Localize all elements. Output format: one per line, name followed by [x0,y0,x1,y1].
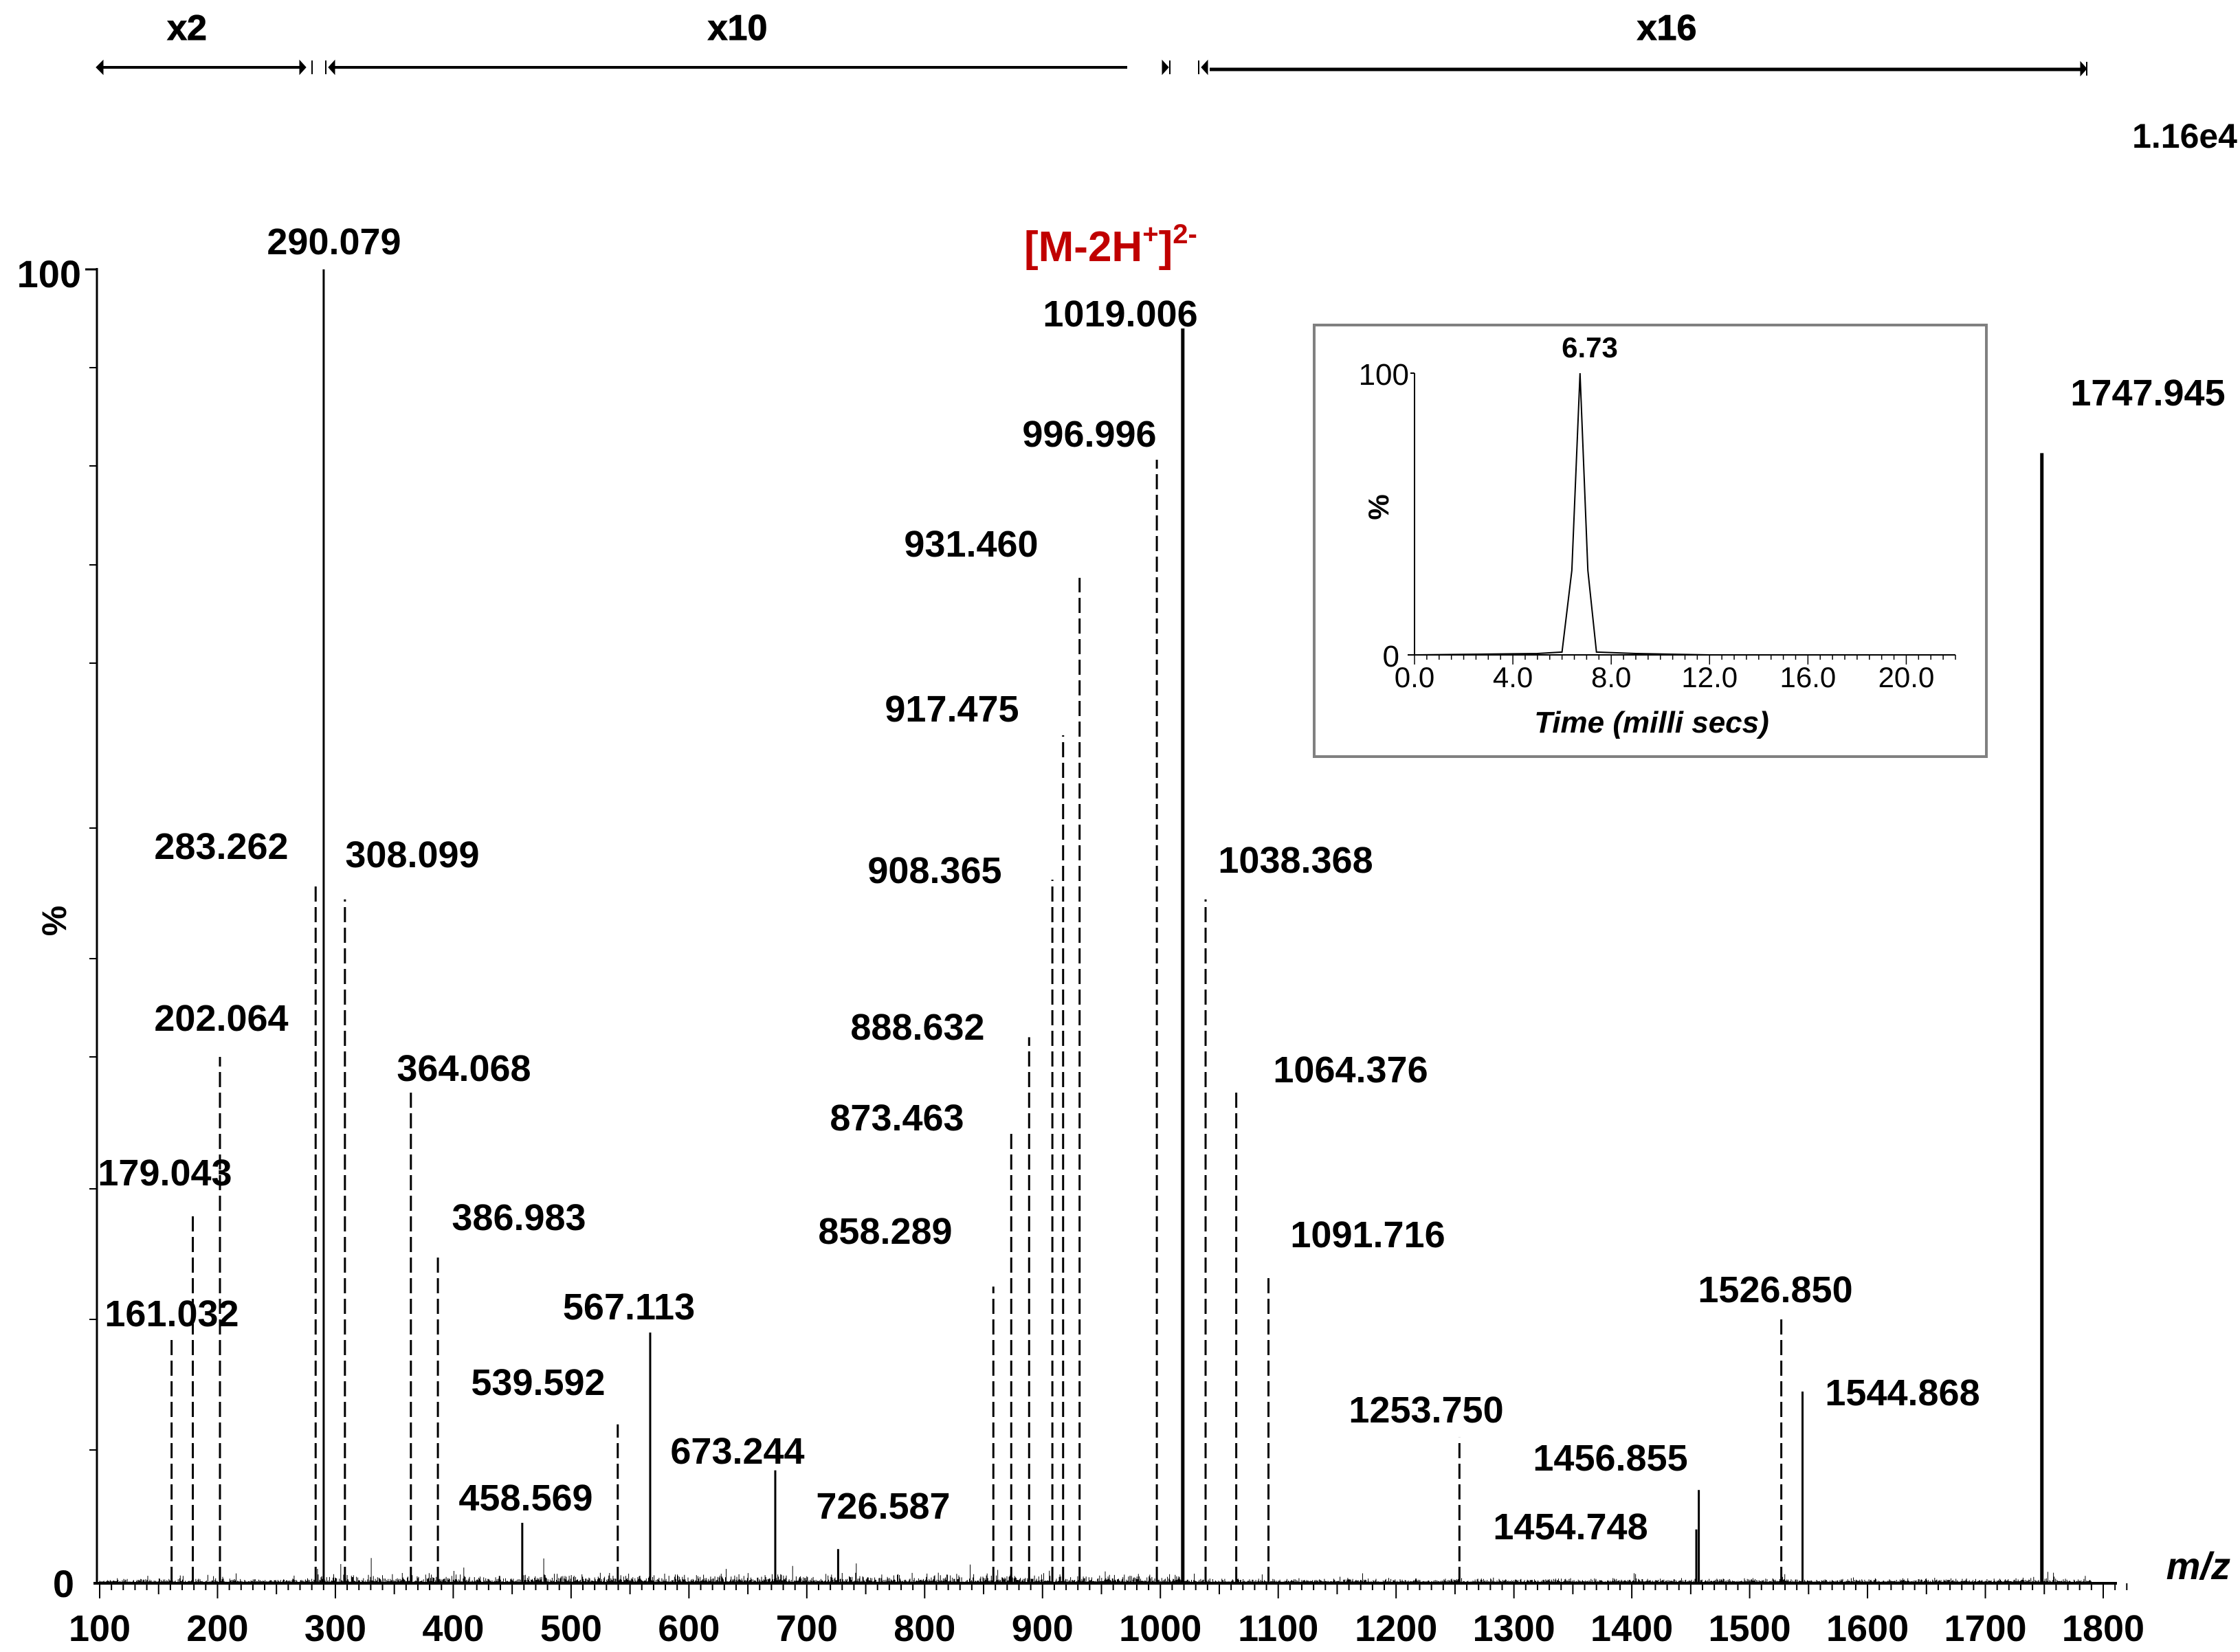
inset-arrival-time-plot [1314,325,1986,757]
x-tick-label: 1200 [1355,1608,1438,1649]
peak [1043,293,1197,1582]
peak [98,1152,232,1582]
peak-label: 1526.850 [1698,1269,1853,1310]
peak-label: 1747.945 [2070,372,2226,414]
peak-label: 1064.376 [1273,1049,1428,1091]
peak-label: 567.113 [562,1286,696,1328]
inset-y-tick-0: 0 [1382,640,1399,673]
peak-label: 908.365 [867,850,1002,891]
intensity-scale: 1.16e4 [2132,117,2237,155]
x-tick-label: 1700 [1944,1608,2027,1649]
segment-label-x16: x16 [1637,8,1697,48]
peak [1237,1049,1428,1582]
peak-label: 1038.368 [1218,840,1373,881]
peak-label: 1544.868 [1825,1372,1980,1414]
peak-label: 1454.748 [1493,1506,1648,1548]
inset-x-axis-label: Time (milli secs) [1534,706,1769,739]
x-axis [69,1544,2230,1649]
peak [1022,414,1157,1582]
segment-label-x10: x10 [707,8,768,48]
peak-label: 458.569 [458,1477,593,1519]
x-tick-label: 300 [304,1608,366,1649]
peak-label: 179.043 [98,1152,232,1194]
inset-x-tick-label: 16.0 [1779,661,1837,693]
peak [670,1431,804,1582]
peak [471,1362,617,1582]
peak-label: 1091.716 [1290,1214,1445,1255]
peak [267,221,401,1582]
peak-label: 917.475 [885,689,1019,730]
y-tick-100: 100 [16,252,81,295]
baseline-noise [100,1558,2091,1582]
peak-label: 931.460 [904,524,1039,565]
peak-label: 161.032 [104,1293,239,1335]
x-tick-label: 400 [422,1608,485,1649]
peak-label: 539.592 [471,1362,606,1403]
peak-label: 1253.750 [1349,1389,1504,1431]
y-tick-0: 0 [52,1562,74,1605]
peak [154,826,315,1582]
peak-label: 1019.006 [1043,293,1198,335]
x-tick-label: 800 [894,1608,956,1649]
x-tick-label: 700 [775,1608,838,1649]
peak-label: 283.262 [154,826,289,867]
peak-label: 290.079 [267,221,401,263]
x-tick-label: 1300 [1472,1608,1555,1649]
x-tick-label: 600 [658,1608,720,1649]
x-tick-label: 200 [186,1608,249,1649]
y-axis [17,252,97,1605]
x-ticks [69,1583,2144,1649]
x-tick-label: 900 [1011,1608,1074,1649]
x-tick-label: 100 [68,1608,131,1649]
peak-label: 673.244 [670,1431,805,1472]
x-tick-label: 1500 [1708,1608,1791,1649]
peak [2042,372,2226,1582]
peak [154,998,288,1582]
inset-x-tick-label: 8.0 [1590,661,1632,693]
y-axis-label: % [35,905,74,937]
peak-label: 364.068 [397,1048,531,1089]
magnification-bar [96,8,2087,76]
precursor-annotation: $[M-2H^+]^{2-}$ [1024,219,1197,271]
x-tick-label: 1100 [1238,1608,1319,1649]
x-tick-label: 1000 [1119,1608,1202,1649]
x-tick-label: 1600 [1826,1608,1909,1649]
inset-peak-label: 6.73 [1562,331,1618,364]
peak-label: 726.587 [816,1486,951,1527]
peak-label: 996.996 [1022,414,1157,455]
peak-label: 308.099 [345,834,480,875]
peak [1206,840,1373,1582]
inset-x-tick-label: 20.0 [1878,661,1935,693]
peak [1803,1372,1980,1582]
inset-x-tick-label: 4.0 [1492,661,1533,693]
peak-label: 1456.855 [1533,1438,1688,1479]
peak-label: 202.064 [154,998,289,1039]
x-tick-label: 500 [540,1608,602,1649]
peak-label: 858.289 [818,1211,953,1252]
peak [104,1293,239,1582]
peak [1698,1269,1852,1582]
inset-y-axis-label: % [1362,494,1395,520]
peak-label: 873.463 [830,1097,964,1139]
segment-label-x2: x2 [167,8,207,48]
peak [1493,1506,1696,1582]
x-tick-label: 1800 [2061,1608,2145,1649]
inset-x-tick-label: 12.0 [1681,661,1738,693]
peak [1349,1389,1503,1582]
x-tick-label: 1400 [1590,1608,1674,1649]
x-axis-label: m/z [2166,1544,2230,1587]
peak-label: 386.983 [452,1197,586,1238]
peak [458,1477,592,1582]
peak-label: 888.632 [850,1007,985,1048]
inset-y-tick-100: 100 [1358,358,1409,392]
peak [816,1486,950,1582]
inset-x-tick-label: 0.0 [1394,661,1435,693]
